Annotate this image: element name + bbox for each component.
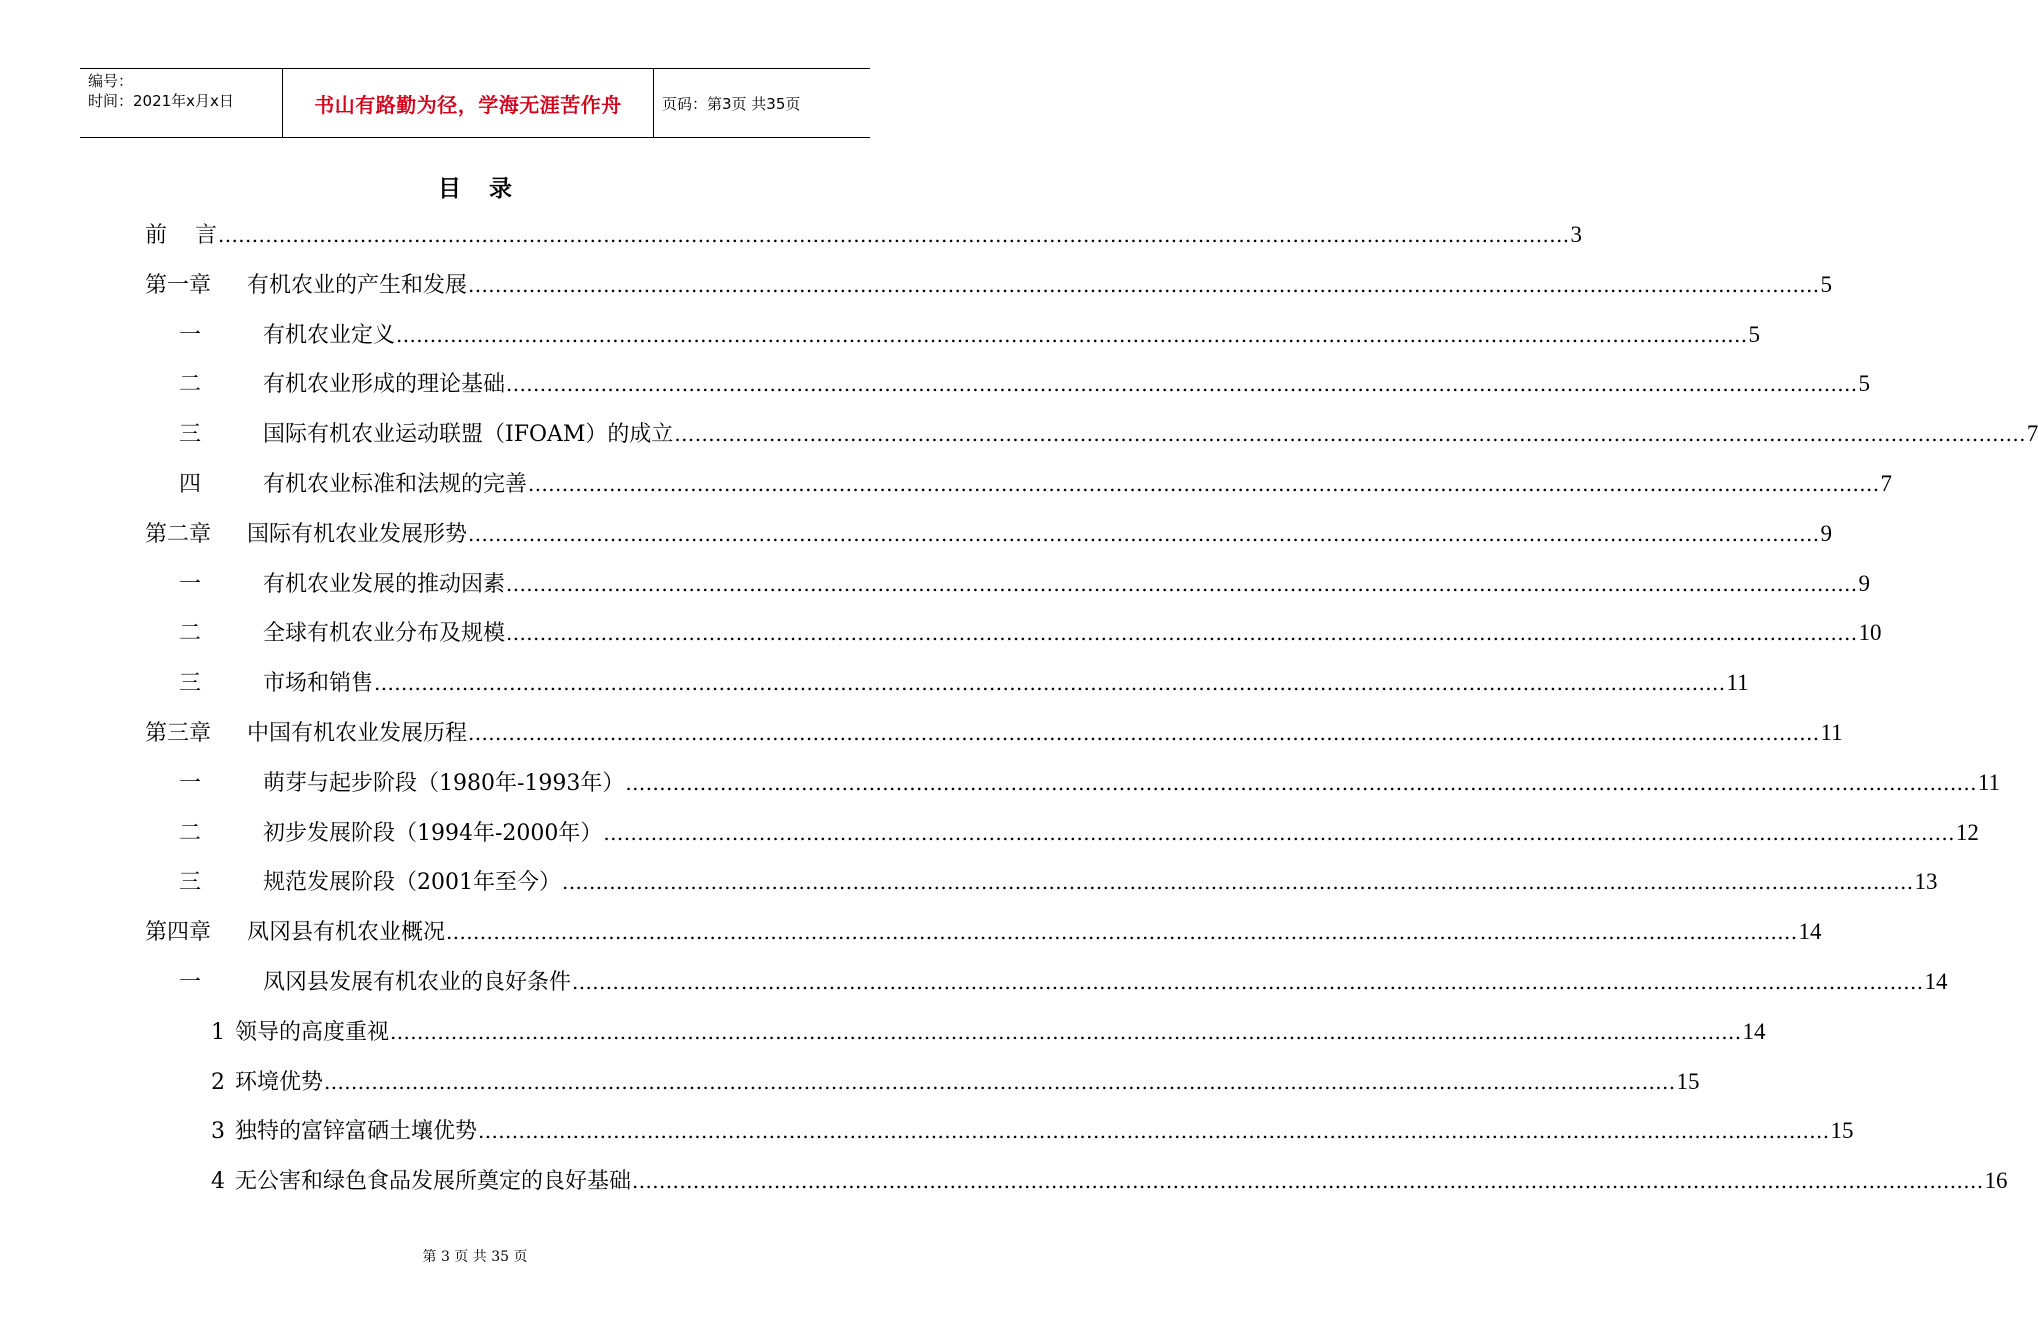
- toc-entry-number: 第三章: [145, 720, 212, 746]
- toc-entry-number: 一: [179, 571, 202, 597]
- toc-entry-page: 11: [1726, 670, 1749, 696]
- toc-title: 目录: [438, 176, 540, 202]
- toc-entry-page: 9: [1858, 570, 1870, 596]
- toc-entry-number: 二: [179, 621, 202, 647]
- toc-entry-text: 凤冈县有机农业概况: [247, 920, 446, 946]
- toc-entry-page: 15: [1676, 1068, 1700, 1094]
- toc-entry-number: 2: [211, 1069, 225, 1095]
- toc-entry[interactable]: [145, 907, 1822, 957]
- toc-entry-text: 初步发展阶段（1994年-2000年）: [263, 820, 603, 846]
- date-label: 时间：2021年x月x日: [88, 92, 234, 110]
- toc-entry-label: [145, 261, 467, 311]
- toc-entry-page: 16: [1984, 1168, 2008, 1194]
- dot-leader: ........................................................................................................................................................................................................: [603, 820, 1955, 845]
- dot-leader: ........................................................................................................................................................................................................: [506, 621, 1858, 646]
- toc-entry-label: [179, 360, 505, 410]
- toc-entry-text: 独特的富锌富硒土壤优势: [235, 1119, 478, 1145]
- dot-leader: ........................................................................................................................................................................................................: [468, 521, 1820, 546]
- page-footer: 第 3 页 共 35 页: [422, 1249, 528, 1265]
- toc-entry[interactable]: [145, 758, 2001, 808]
- dot-leader: ........................................................................................................................................................................................................: [324, 1069, 1676, 1094]
- toc-entry-number: 3: [211, 1119, 225, 1145]
- toc-entry[interactable]: [145, 559, 1870, 609]
- toc-entry-label: [145, 908, 445, 958]
- toc-entry-number: 4: [211, 1169, 225, 1195]
- toc-entry-label: [211, 1058, 323, 1108]
- toc-entry-text: 萌芽与起步阶段（1980年-1993年）: [263, 770, 625, 796]
- toc-entry-page: 5: [1858, 371, 1870, 397]
- toc-entry[interactable]: [145, 608, 1882, 658]
- toc-entry-page: 7: [2026, 421, 2038, 447]
- toc-entry-text: 有机农业形成的理论基础: [263, 372, 506, 398]
- toc-entry-label: [179, 560, 505, 610]
- toc-entry-number: 第四章: [145, 920, 212, 946]
- toc-entry-page: 10: [1858, 620, 1882, 646]
- toc-entry-text: 有机农业定义: [263, 322, 396, 348]
- toc-entry-page: 11: [1977, 769, 2001, 795]
- toc-entry-page: 14: [1798, 919, 1822, 945]
- toc-entry[interactable]: [145, 1106, 1854, 1156]
- toc-entry-number: 第一章: [145, 272, 212, 298]
- toc-entry[interactable]: [145, 957, 1948, 1007]
- number-label: 编号：: [88, 72, 134, 90]
- toc-entry[interactable]: [145, 359, 1870, 409]
- toc-entry[interactable]: [145, 808, 1979, 858]
- toc-entry-number: 二: [179, 820, 202, 846]
- toc-entry-number: 前: [145, 223, 168, 248]
- toc-entry-text: 规范发展阶段（2001年至今）: [263, 870, 561, 896]
- toc-entry-label: [179, 759, 624, 809]
- dot-leader: ........................................................................................................................................................................................................: [218, 223, 1570, 247]
- toc-entry-page: 15: [1830, 1118, 1854, 1144]
- toc-entry[interactable]: [145, 1007, 1766, 1057]
- toc-entry-label: [179, 609, 505, 659]
- dot-leader: ........................................................................................................................................................................................................: [468, 720, 1820, 745]
- toc-entry[interactable]: [145, 459, 1892, 509]
- toc-entry-label: [211, 1107, 477, 1157]
- dot-leader: ........................................................................................................................................................................................................: [396, 322, 1748, 347]
- toc-entry-label: [179, 809, 602, 859]
- dot-leader: ........................................................................................................................................................................................................: [528, 471, 1880, 496]
- toc-entry-text: 全球有机农业分布及规模: [263, 621, 506, 647]
- toc-entry-number: 三: [179, 422, 202, 448]
- dot-leader: ........................................................................................................................................................................................................: [506, 372, 1858, 397]
- toc-entry-number: 一: [179, 322, 202, 348]
- toc-entry-number: 一: [179, 969, 202, 995]
- toc-entry-page: 5: [1748, 321, 1760, 347]
- toc-entry-text: 国际有机农业运动联盟（IFOAM）的成立: [263, 422, 674, 448]
- dot-leader: ........................................................................................................................................................................................................: [562, 870, 1914, 895]
- toc-entry-page: 3: [1570, 222, 1582, 247]
- toc-entry[interactable]: [145, 658, 1749, 708]
- toc-entry-text: 中国有机农业发展历程: [247, 720, 468, 746]
- toc-entry-page: 12: [1955, 819, 1979, 845]
- toc-entry-text: 国际有机农业发展形势: [247, 521, 468, 547]
- toc-entry-label: [145, 510, 467, 560]
- toc-entry-page: 14: [1742, 1018, 1766, 1044]
- toc-entry-label: [211, 1008, 389, 1058]
- page-header: [80, 68, 870, 138]
- dot-leader: ........................................................................................................................................................................................................: [506, 571, 1858, 596]
- toc-entry-number: 一: [179, 770, 202, 796]
- toc-entry-number: 三: [179, 870, 202, 896]
- toc-entry-page: 11: [1820, 719, 1843, 745]
- toc-entry-label: [179, 858, 561, 908]
- dot-leader: ........................................................................................................................................................................................................: [468, 272, 1820, 297]
- header-page-info-cell: [654, 69, 870, 137]
- toc-entry-label: [211, 1157, 631, 1207]
- dot-leader: ........................................................................................................................................................................................................: [674, 422, 2026, 447]
- toc-entry-text: 领导的高度重视: [235, 1019, 390, 1045]
- toc-entry[interactable]: [145, 310, 1760, 360]
- toc-entry[interactable]: [145, 210, 1582, 260]
- toc-entry-number: 1: [211, 1019, 225, 1045]
- toc-entry-text: 有机农业的产生和发展: [247, 272, 468, 298]
- dot-leader: ........................................................................................................................................................................................................: [625, 770, 1977, 795]
- dot-leader: ........................................................................................................................................................................................................: [478, 1119, 1830, 1144]
- toc-entry-page: 14: [1924, 968, 1948, 994]
- toc-entry-text: 言: [195, 223, 218, 248]
- toc-entry-text: 凤冈县发展有机农业的良好条件: [263, 969, 572, 995]
- toc-entry[interactable]: [145, 1057, 1700, 1107]
- toc-entry-text: 市场和销售: [263, 671, 374, 697]
- toc-entry-text: 有机农业发展的推动因素: [263, 571, 506, 597]
- toc-entry-label: [179, 410, 673, 460]
- toc-entry-page: 13: [1914, 869, 1938, 895]
- toc-entry-label: [179, 659, 373, 709]
- dot-leader: ........................................................................................................................................................................................................: [632, 1169, 1984, 1194]
- toc-entry-label: [179, 958, 571, 1008]
- toc-entry-page: 7: [1880, 470, 1892, 496]
- toc-entry-number: 二: [179, 372, 202, 398]
- toc-entry-number: 三: [179, 671, 202, 697]
- toc-entry-number: 四: [179, 471, 202, 497]
- toc-entry-text: 无公害和绿色食品发展所奠定的良好基础: [235, 1169, 632, 1195]
- toc-entry-label: [145, 709, 467, 759]
- dot-leader: ........................................................................................................................................................................................................: [390, 1019, 1742, 1044]
- toc-entry[interactable]: [145, 1156, 2008, 1206]
- toc-entry-page: 5: [1820, 271, 1832, 297]
- dot-leader: ........................................................................................................................................................................................................: [446, 920, 1798, 945]
- dot-leader: ........................................................................................................................................................................................................: [572, 969, 1924, 994]
- toc-entry-page: 9: [1820, 520, 1832, 546]
- toc-entry[interactable]: [145, 708, 1843, 758]
- toc-entry-text: 有机农业标准和法规的完善: [263, 471, 528, 497]
- table-of-contents: [145, 210, 2038, 1206]
- toc-entry-label: [179, 311, 395, 361]
- header-motto-cell: [282, 69, 654, 137]
- toc-entry[interactable]: [145, 857, 1938, 907]
- toc-entry-label: [145, 211, 217, 261]
- toc-entry[interactable]: [145, 509, 1832, 559]
- dot-leader: ........................................................................................................................................................................................................: [374, 671, 1726, 696]
- toc-entry[interactable]: [145, 260, 1832, 310]
- page-info: 页码：第3页 共35页: [662, 94, 801, 113]
- toc-entry-text: 环境优势: [235, 1069, 324, 1095]
- motto: 书山有路勤为径，学海无涯苦作舟: [314, 92, 622, 117]
- toc-entry-label: [179, 460, 527, 510]
- toc-entry-number: 第二章: [145, 521, 212, 547]
- toc-entry[interactable]: [145, 409, 2038, 459]
- header-meta: [80, 69, 282, 137]
